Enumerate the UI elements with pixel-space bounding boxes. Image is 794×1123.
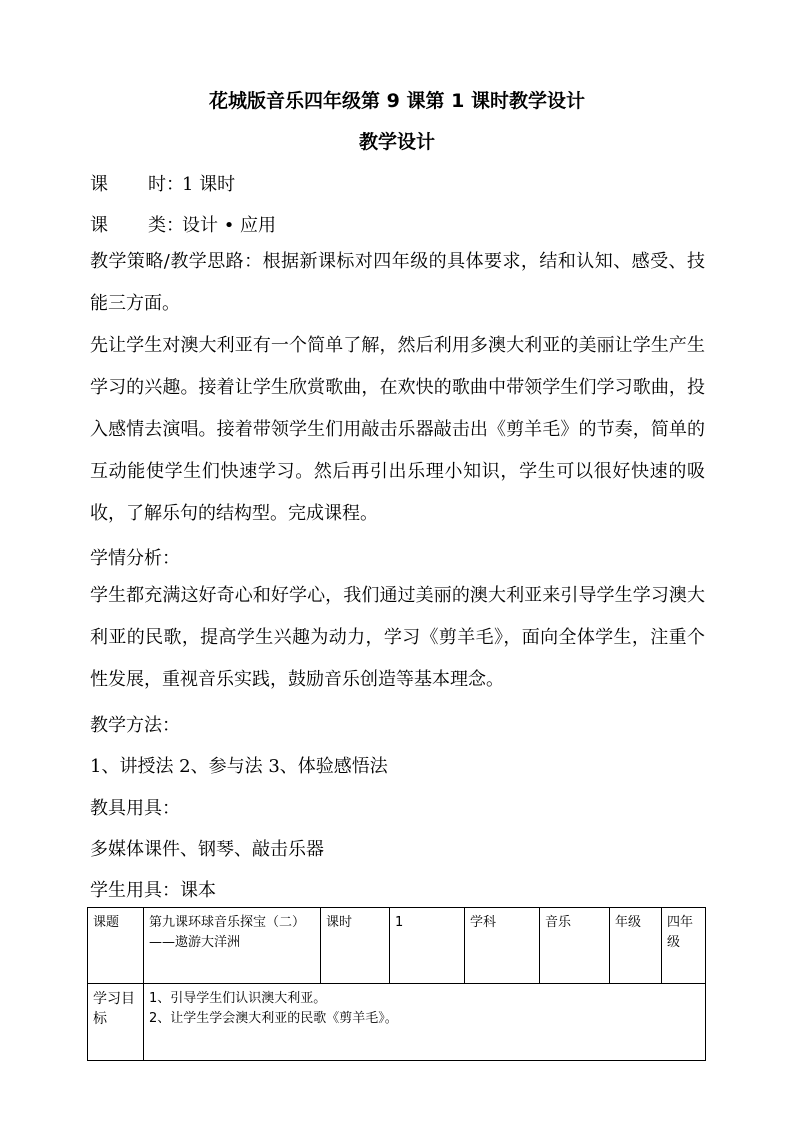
goal-label-cell: 学习目标 [88,984,144,1061]
tools-heading: 教具用具： [90,798,180,819]
document-title: 花城版音乐四年级第 9 课第 1 课时教学设计 [209,90,585,112]
analysis-paragraph: 学生都充满这好奇心和好学心，我们通过美丽的澳大利亚来引导学生学习澳大利亚的民歌，提高学生兴趣为动力，学习《剪羊毛》，面向全体学生，注重个性发展，重视音乐实践，鼓励音乐创造等基本理念。 [90,585,705,690]
type-value: 设计 • 应用 [182,215,277,236]
type-line [90,211,276,237]
goal-item: 1、引导学生们认识澳大利亚。 [149,991,327,1006]
subject-value-cell: 音乐 [540,908,610,984]
grade-label-cell: 年级 [610,908,662,984]
document-subtitle: 教学设计 [358,131,435,153]
topic-label-cell: 课题 [88,908,144,984]
period-value-cell: 1 [390,908,465,984]
grade-value-cell: 四年级 [662,908,706,984]
topic-value-cell: 第九课环球音乐探宝（二）——遨游大洋洲 [144,908,321,984]
goal-item: 2、让学生学会澳大利亚的民歌《剪羊毛》。 [149,1011,398,1026]
student-tools-line: 学生用具：课本 [90,880,216,901]
table-row [88,908,706,984]
method-heading: 教学方法： [90,715,180,736]
strategy-paragraph: 教学策略/教学思路：根据新课标对四年级的具体要求，结和认知、感受、技能三方面。 [90,251,705,314]
subject-label-cell: 学科 [465,908,540,984]
period-line [90,170,235,196]
strategy-detail-paragraph: 先让学生对澳大利亚有一个简单了解，然后利用多澳大利亚的美丽让学生产生学习的兴趣。接着让学生欣赏歌曲，在欢快的歌曲中带领学生们学习歌曲，投入感情去演唱。接着带领学生们用敲击乐器敲击出《剪羊毛》的节奏，简单的互动能使学生们快速学习。然后再引出乐理小知识，学生可以很好快速的吸收，了解乐句的结构型。完成课程。 [90,335,705,524]
period-value: 1 课时 [182,174,236,195]
lesson-info-table [87,907,706,1061]
tools-text: 多媒体课件、钢琴、敲击乐器 [90,839,324,860]
type-label: 课 类： [90,215,184,236]
goal-content-cell [144,984,706,1061]
analysis-heading: 学情分析： [90,548,180,569]
method-text: 1、讲授法 2、参与法 3、体验感悟法 [90,756,388,777]
table-row [88,984,706,1061]
period-label-cell: 课时 [321,908,390,984]
period-label: 课 时： [90,174,184,195]
